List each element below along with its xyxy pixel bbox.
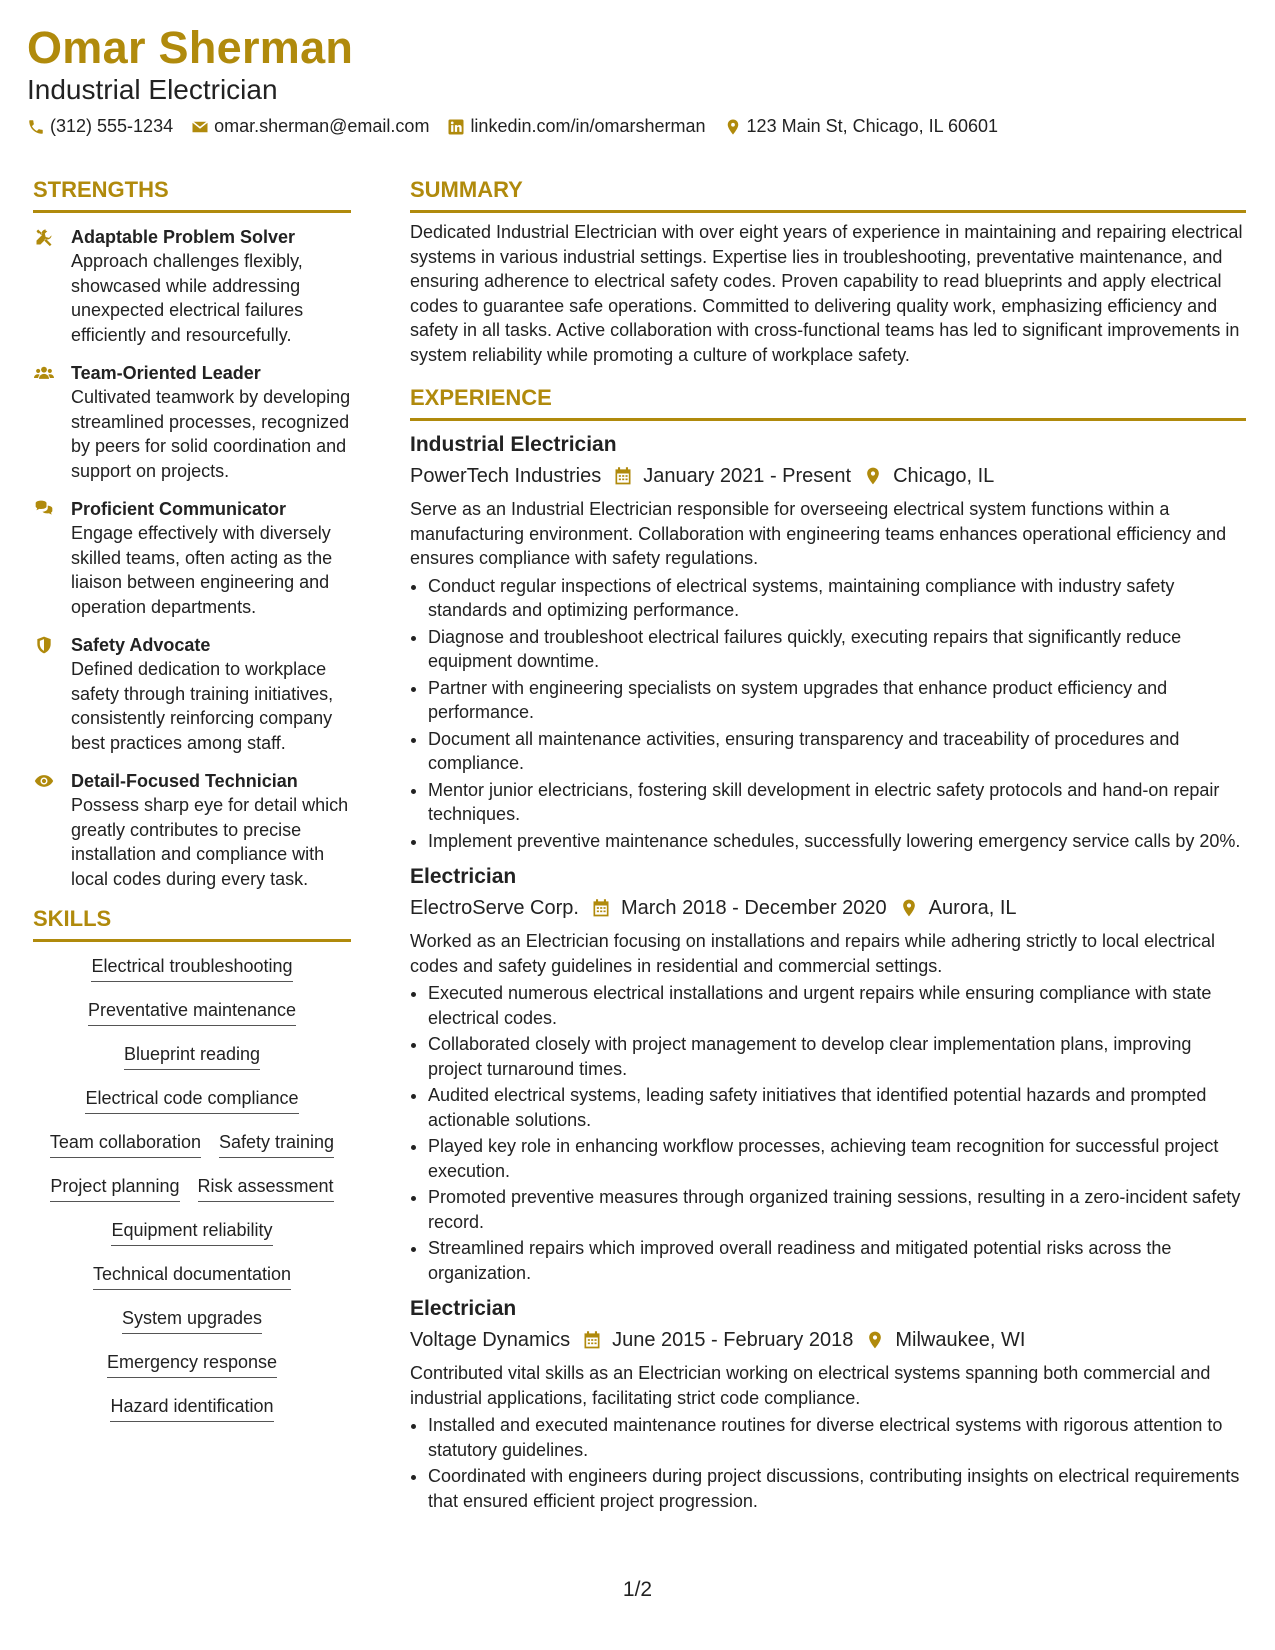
strength-desc: Defined dedication to workplace safety through training initiatives, consistently reinforcing company best practices among staff. — [71, 659, 334, 753]
users-icon — [33, 363, 55, 383]
envelope-icon — [191, 118, 209, 136]
phone-text: (312) 555-1234 — [50, 116, 174, 136]
comments-icon — [33, 499, 55, 519]
strength-item — [33, 361, 351, 483]
phone-icon — [27, 118, 45, 136]
skill-tag: Equipment reliability — [111, 1218, 272, 1246]
linkedin-text: linkedin.com/in/omarsherman — [470, 116, 706, 136]
job-location: Milwaukee, WI — [895, 1329, 1026, 1351]
job-bullet: • Partner with engineering specialists on system upgrades that enhance product efficiency and performance. — [428, 676, 1246, 725]
skill-tag: Hazard identification — [110, 1394, 273, 1422]
job-bullet: • Installed and executed maintenance routines for diverse electrical systems with rigorous attention to statutory guidelines. — [428, 1413, 1246, 1462]
job-bullet: • Diagnose and troubleshoot electrical failures quickly, executing repairs that significantly reduce equipment downtime. — [428, 625, 1246, 674]
job-title: Electrician — [410, 1297, 517, 1320]
map-marker-icon — [865, 1330, 885, 1350]
job-bullets — [410, 981, 1246, 1285]
skills-heading: SKILLS — [33, 905, 351, 942]
job-bullet: • Mentor junior electricians, fostering skill development in electric safety protocols and hand-on repair techniques. — [428, 778, 1246, 827]
tools-icon — [33, 227, 55, 247]
job-bullet: • Streamlined repairs which improved overall readiness and mitigated potential risks across the organization. — [428, 1236, 1246, 1285]
skill-tag: Risk assessment — [198, 1174, 334, 1202]
job-description: Serve as an Industrial Electrician responsible for overseeing electrical system functions within a manufacturing environment. Collaboration with engineering teams enhances operational efficiency and ensures compliance with safety regulations. — [410, 499, 1227, 568]
calendar-icon — [582, 1330, 602, 1350]
job-dates: June 2015 - February 2018 — [612, 1329, 854, 1351]
strengths-heading: STRENGTHS — [33, 176, 351, 213]
contact-email[interactable] — [191, 116, 429, 137]
job-location: Aurora, IL — [928, 897, 1017, 919]
strength-item — [33, 769, 351, 891]
strengths-list — [33, 225, 351, 891]
skill-tag: System upgrades — [122, 1306, 262, 1334]
strength-title: Team-Oriented Leader — [71, 363, 261, 383]
job-bullet: • Document all maintenance activities, ensuring transparency and traceability of procedures and compliance. — [428, 727, 1246, 776]
job-bullets — [410, 1413, 1246, 1513]
contact-bar — [27, 116, 1247, 137]
strength-desc: Cultivated teamwork by developing streamlined processes, recognized by peers for solid coordination and support on projects. — [71, 387, 351, 481]
job-bullet: • Audited electrical systems, leading safety initiatives that identified potential hazards and prompted actionable solutions. — [428, 1083, 1246, 1132]
skills-list — [33, 954, 351, 1422]
job-company: PowerTech Industries — [410, 465, 602, 487]
contact-address — [724, 116, 999, 137]
strength-item — [33, 633, 351, 755]
job-bullet: • Collaborated closely with project management to develop clear implementation plans, improving project turnaround times. — [428, 1032, 1246, 1081]
job-bullet: • Executed numerous electrical installations and urgent repairs while ensuring compliance with state electrical codes. — [428, 981, 1246, 1030]
skill-tag: Preventative maintenance — [88, 998, 296, 1026]
map-marker-icon — [724, 118, 742, 136]
job-bullet: • Conduct regular inspections of electrical systems, maintaining compliance with industry safety standards and optimizing performance. — [428, 574, 1246, 623]
skill-tag: Team collaboration — [50, 1130, 201, 1158]
strength-title: Proficient Communicator — [71, 499, 287, 519]
map-marker-icon — [863, 466, 883, 486]
skill-tag: Emergency response — [107, 1350, 277, 1378]
job-title: Electrician — [410, 865, 517, 888]
job-dates: March 2018 - December 2020 — [620, 897, 887, 919]
strength-title: Detail-Focused Technician — [71, 771, 298, 791]
job-location: Chicago, IL — [893, 465, 995, 487]
job-description: Contributed vital skills as an Electrician working on electrical systems spanning both commercial and industrial applications, facilitating strict code compliance. — [410, 1363, 1211, 1408]
map-marker-icon — [899, 898, 919, 918]
linkedin-icon — [447, 118, 465, 136]
job-company: ElectroServe Corp. — [410, 897, 579, 919]
contact-linkedin[interactable] — [447, 116, 705, 137]
skill-tag: Safety training — [219, 1130, 334, 1158]
calendar-icon — [613, 466, 633, 486]
right-column — [410, 176, 1246, 1515]
strength-item — [33, 497, 351, 619]
job-bullets — [410, 574, 1246, 854]
job-title: Industrial Electrician — [410, 433, 617, 456]
resume-header — [27, 20, 1247, 137]
job-entry — [410, 431, 1246, 853]
skill-tag: Blueprint reading — [124, 1042, 260, 1070]
job-entry — [410, 1295, 1246, 1513]
address-text: 123 Main St, Chicago, IL 60601 — [746, 116, 999, 136]
job-bullet: • Promoted preventive measures through organized training sessions, resulting in a zero-incident safety record. — [428, 1185, 1246, 1234]
job-meta — [410, 461, 1246, 491]
strength-desc: Possess sharp eye for detail which greatly contributes to precise installation and compliance with local codes during every task. — [71, 795, 349, 889]
job-description: Worked as an Electrician focusing on installations and repairs while adhering strictly to local electrical codes and safety guidelines in residential and commercial settings. — [410, 931, 1216, 976]
summary-text: Dedicated Industrial Electrician with over eight years of experience in maintaining and repairing electrical systems in various industrial settings. Expertise lies in troubleshooting, preventative maintenance, and ensuring adherence to electrical safety codes. Proven capability to read blueprints and apply electrical codes to guarantee safe operations. Committed to delivering quality work, emphasizing efficiency and safety in all tasks. Active collaboration with cross-functional teams has led to significant improvements in system reliability while promoting a culture of workplace safety. — [410, 222, 1243, 365]
job-meta — [410, 893, 1246, 923]
candidate-name: Omar Sherman — [27, 22, 354, 73]
left-column — [33, 176, 351, 1422]
strength-title: Adaptable Problem Solver — [71, 227, 296, 247]
shield-icon — [33, 635, 55, 655]
experience-heading: EXPERIENCE — [410, 384, 1246, 421]
skill-tag: Project planning — [50, 1174, 179, 1202]
job-company: Voltage Dynamics — [410, 1329, 571, 1351]
job-bullet: • Coordinated with engineers during project discussions, contributing insights on electrical requirements that ensured efficient project progression. — [428, 1464, 1246, 1513]
strength-title: Safety Advocate — [71, 635, 211, 655]
page-number: 1/2 — [622, 1578, 653, 1601]
strength-item — [33, 225, 351, 347]
email-text: omar.sherman@email.com — [214, 116, 430, 136]
calendar-icon — [591, 898, 611, 918]
job-bullet: • Played key role in enhancing workflow processes, achieving team recognition for successful project execution. — [428, 1134, 1246, 1183]
strength-desc: Approach challenges flexibly, showcased while addressing unexpected electrical failures efficiently and resourcefully. — [71, 251, 304, 345]
eye-icon — [33, 771, 55, 791]
skill-tag: Technical documentation — [93, 1262, 291, 1290]
job-dates: January 2021 - Present — [643, 465, 852, 487]
skill-tag: Electrical troubleshooting — [91, 954, 292, 982]
job-entry — [410, 863, 1246, 1285]
skill-tag: Electrical code compliance — [85, 1086, 298, 1114]
summary-heading: SUMMARY — [410, 176, 1246, 213]
contact-phone[interactable] — [27, 116, 173, 137]
job-bullet: • Implement preventive maintenance schedules, successfully lowering emergency service calls by 20%. — [428, 829, 1246, 854]
strength-desc: Engage effectively with diversely skilled teams, often acting as the liaison between engineering and operation departments. — [71, 523, 333, 617]
candidate-title: Industrial Electrician — [27, 74, 278, 105]
job-meta — [410, 1325, 1246, 1355]
